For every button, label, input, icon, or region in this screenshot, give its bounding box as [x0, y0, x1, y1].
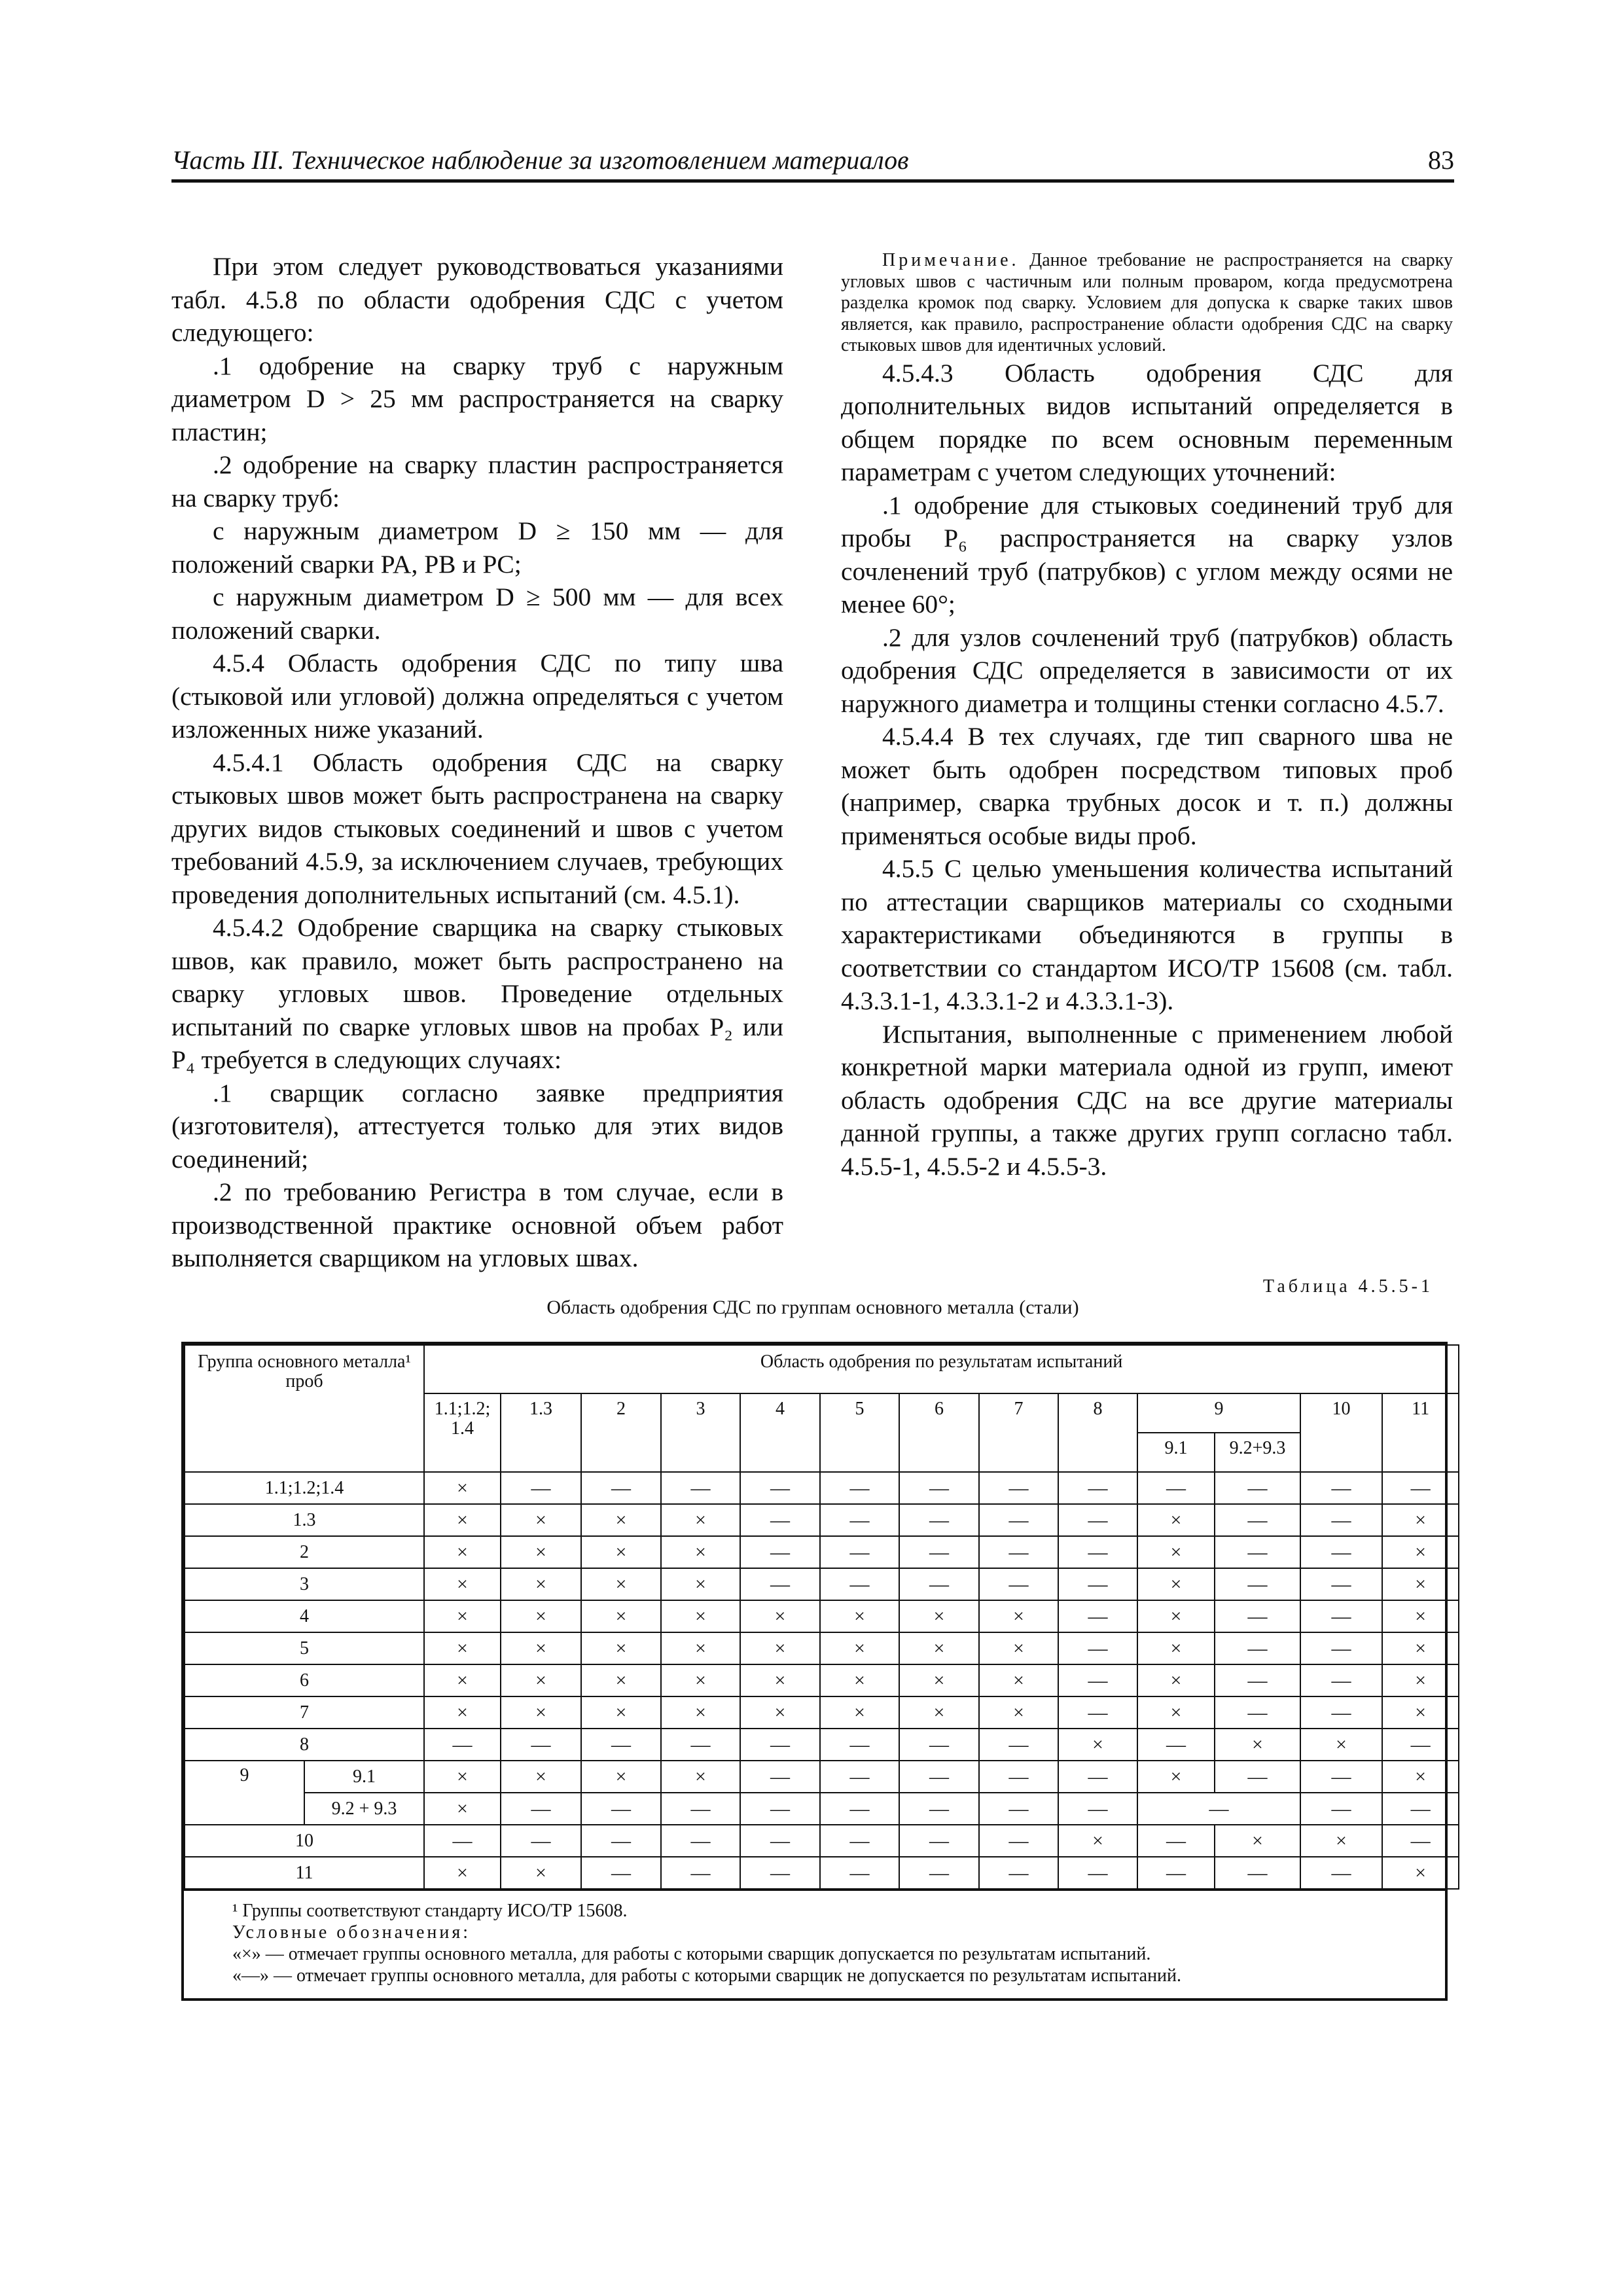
table-row [185, 1793, 1459, 1825]
dash-mark-cell: — [899, 1729, 979, 1761]
dash-mark-cell: — [661, 1825, 740, 1857]
table-row [185, 1696, 1459, 1729]
dash-mark-cell: — [740, 1729, 820, 1761]
dash-mark-cell: — [1215, 1472, 1300, 1504]
dash-mark-cell: — [1215, 1696, 1300, 1729]
dash-mark-cell: — [979, 1472, 1058, 1504]
cross-mark-cell: × [581, 1632, 661, 1664]
dash-mark-cell: — [661, 1793, 740, 1825]
cross-mark-cell: × [501, 1761, 581, 1793]
cross-mark-cell: × [1137, 1504, 1215, 1536]
cross-mark-cell: × [1137, 1568, 1215, 1600]
col-header: 11 [1382, 1393, 1459, 1472]
dash-mark-cell: — [899, 1761, 979, 1793]
table-number: Таблица 4.5.5-1 [1262, 1276, 1433, 1297]
row-label: 1.1;1.2;1.4 [185, 1472, 424, 1504]
dash-mark-cell: — [740, 1857, 820, 1889]
cross-mark-cell: × [1382, 1632, 1459, 1664]
cross-mark-cell: × [424, 1793, 501, 1825]
cross-mark-cell: × [424, 1761, 501, 1793]
legend-cross: «×» — отмечает группы основного металла, для работы с которыми сварщик допускается по результатам испытаний. [232, 1944, 1151, 1964]
cross-mark-cell: × [1382, 1536, 1459, 1568]
dash-mark-cell: — [899, 1472, 979, 1504]
table-row [185, 1729, 1459, 1761]
col-header: 1.1;1.2; 1.4 [424, 1393, 501, 1472]
cross-mark-cell: × [581, 1696, 661, 1729]
dash-mark-cell: — [979, 1568, 1058, 1600]
legend-title: Условные обозначения: [232, 1922, 471, 1943]
note-text: Данное требование не распространяется на сварку угловых швов с частичным или полным проваром, когда предусмотрена разделка кромок под сварку. Условием для допуска к сварке таких швов является, как правило, распространение области одобрения СДС на сварку стыковых швов для идентичных условий. [841, 250, 1454, 355]
dash-mark-cell: — [1058, 1664, 1137, 1696]
table-row [185, 1472, 1459, 1504]
dash-mark-cell: — [820, 1825, 899, 1857]
dash-mark-cell: — [979, 1504, 1058, 1536]
cross-mark-cell: × [1137, 1536, 1215, 1568]
dash-mark-cell: — [1058, 1568, 1137, 1600]
dash-mark-cell: — [1382, 1729, 1459, 1761]
cross-mark-cell: × [1382, 1696, 1459, 1729]
dash-mark-cell: — [1300, 1857, 1382, 1889]
cross-mark-cell: × [740, 1600, 820, 1632]
cross-mark-cell: × [581, 1504, 661, 1536]
dash-mark-cell: — [820, 1536, 899, 1568]
cross-mark-cell: × [661, 1664, 740, 1696]
cross-mark-cell: × [501, 1696, 581, 1729]
paragraph: с наружным диаметром D ≥ 150 мм — для положений сварки PA, PB и PC; [171, 516, 783, 579]
dash-mark-cell: — [424, 1729, 501, 1761]
dash-mark-cell: — [1300, 1472, 1382, 1504]
col-subheader: 9.1 [1137, 1433, 1215, 1472]
cross-mark-cell: × [1382, 1568, 1459, 1600]
col-header: 5 [820, 1393, 899, 1472]
page-number: 83 [1428, 145, 1454, 175]
paragraph: 4.5.4.2 Одобрение сварщика на сварку стыковых швов, как правило, может быть распространено на сварку угловых швов. Проведение отдельных испытаний по сварке угловых швов на пробах P₂ или P₄ требуется в следующих случаях: [171, 913, 783, 1074]
cross-mark-cell: × [1300, 1825, 1382, 1857]
dash-mark-cell: — [581, 1825, 661, 1857]
cross-mark-cell: × [424, 1472, 501, 1504]
cross-mark-cell: × [1215, 1825, 1300, 1857]
table-row [185, 1536, 1459, 1568]
cross-mark-cell: × [820, 1664, 899, 1696]
paragraph: Испытания, выполненные с применением любой конкретной марки материала одной из групп, имеют область одобрения СДС на все другие материалы данной группы, а также других групп согласно табл. 4.5.5-1, 4.5.5-2 и 4.5.5-3. [841, 1019, 1453, 1181]
header-title: Часть III. Техническое наблюдение за изготовлением материалов [171, 145, 909, 175]
right-column [841, 250, 1453, 1183]
dash-mark-cell: — [899, 1825, 979, 1857]
dash-mark-cell: — [1058, 1793, 1137, 1825]
legend-dash: «—» — отмечает группы основного металла, для работы с которыми сварщик не допускается по результатам испытаний. [232, 1965, 1182, 1986]
dash-mark-cell: — [1300, 1536, 1382, 1568]
cross-mark-cell: × [979, 1600, 1058, 1632]
paragraph: 4.5.4.3 Область одобрения СДС для дополнительных видов испытаний определяется в общем порядке по всем основным переменным параметрам с учетом следующих уточнений: [841, 358, 1453, 486]
cross-mark-cell: × [1382, 1600, 1459, 1632]
paragraph: 4.5.4.1 Область одобрения СДС на сварку стыковых швов может быть распространена на сварку других видов стыковых соединений и швов с учетом требований 4.5.9, за исключением случаев, требующих проведения дополнительных испытаний (см. 4.5.1). [171, 747, 783, 909]
dash-mark-cell: — [1300, 1600, 1382, 1632]
cross-mark-cell: × [899, 1632, 979, 1664]
dash-mark-cell: — [501, 1825, 581, 1857]
cross-mark-cell: × [581, 1568, 661, 1600]
dash-mark-cell: — [740, 1536, 820, 1568]
dash-mark-cell: — [501, 1472, 581, 1504]
dash-mark-cell: — [740, 1825, 820, 1857]
dash-mark-cell: — [979, 1761, 1058, 1793]
col-subheader: 9.2+9.3 [1215, 1433, 1300, 1472]
table-row [185, 1600, 1459, 1632]
col-header: 1.3 [501, 1393, 581, 1472]
cross-mark-cell: × [740, 1664, 820, 1696]
paragraph: .1 одобрение для стыковых соединений труб для пробы P₆ распространяется на сварку узлов сочленений труб (патрубков) с углом между осями не менее 60°; [841, 490, 1453, 619]
cross-mark-cell: × [424, 1600, 501, 1632]
table-frame [181, 1342, 1448, 2001]
col-header: 10 [1300, 1393, 1382, 1472]
cross-mark-cell: × [1300, 1729, 1382, 1761]
dash-mark-cell: — [1058, 1632, 1137, 1664]
cross-mark-cell: × [424, 1504, 501, 1536]
dash-mark-cell: — [1215, 1761, 1300, 1793]
dash-mark-cell: — [1300, 1504, 1382, 1536]
cross-mark-cell: × [661, 1600, 740, 1632]
footnote-groups: ¹ Группы соответствуют стандарту ИСО/ТР 15608. [232, 1901, 628, 1921]
cross-mark-cell: × [979, 1664, 1058, 1696]
paragraph: 4.5.4.4 В тех случаях, где тип сварного шва не может быть одобрен посредством типовых проб (например, сварка трубных досок и т. п.) должны применяться особые виды проб. [841, 722, 1453, 850]
col-header: 4 [740, 1393, 820, 1472]
dash-mark-cell: — [899, 1793, 979, 1825]
dash-mark-cell: — [1300, 1793, 1382, 1825]
cross-mark-cell: × [424, 1536, 501, 1568]
dash-mark-cell: — [1215, 1857, 1300, 1889]
row-label: 5 [185, 1632, 424, 1664]
dash-mark-cell: — [740, 1504, 820, 1536]
row-label: 7 [185, 1696, 424, 1729]
dash-mark-cell: — [1300, 1696, 1382, 1729]
cross-mark-cell: × [899, 1696, 979, 1729]
dash-mark-cell: — [1215, 1536, 1300, 1568]
dash-mark-cell: — [1300, 1632, 1382, 1664]
cross-mark-cell: × [424, 1696, 501, 1729]
cross-mark-cell: × [1382, 1857, 1459, 1889]
cross-mark-cell: × [661, 1632, 740, 1664]
dash-mark-cell: — [899, 1857, 979, 1889]
cross-mark-cell: × [1382, 1664, 1459, 1696]
dash-mark-cell: — [979, 1729, 1058, 1761]
table-header-row [185, 1345, 1459, 1393]
paragraph: .2 одобрение на сварку пластин распространяется на сварку труб: [171, 450, 783, 512]
cross-mark-cell: × [501, 1504, 581, 1536]
cross-mark-cell: × [820, 1600, 899, 1632]
dash-mark-cell: — [501, 1793, 581, 1825]
dash-mark-cell: — [1215, 1664, 1300, 1696]
cross-mark-cell: × [501, 1568, 581, 1600]
cross-mark-cell: × [899, 1600, 979, 1632]
paragraph: .1 сварщик согласно заявке предприятия (изготовителя), аттестуется только для этих видов соединений; [171, 1078, 783, 1174]
cross-mark-cell: × [424, 1568, 501, 1600]
dash-mark-cell: — [740, 1761, 820, 1793]
cross-mark-cell: × [820, 1696, 899, 1729]
dash-mark-cell: — [661, 1472, 740, 1504]
cross-mark-cell: × [581, 1600, 661, 1632]
table-row [185, 1825, 1459, 1857]
cross-mark-cell: × [1382, 1761, 1459, 1793]
table-row [185, 1761, 1459, 1793]
cross-mark-cell: × [740, 1632, 820, 1664]
row-label: 6 [185, 1664, 424, 1696]
dash-mark-cell: — [1058, 1857, 1137, 1889]
dash-mark-cell: — [820, 1761, 899, 1793]
cross-mark-cell: × [501, 1536, 581, 1568]
table-row [185, 1664, 1459, 1696]
row-label: 4 [185, 1600, 424, 1632]
cross-mark-cell: × [424, 1857, 501, 1889]
cross-mark-cell: × [661, 1696, 740, 1729]
table-row [185, 1568, 1459, 1600]
table-row [185, 1632, 1459, 1664]
running-header [171, 143, 1454, 183]
cross-mark-cell: × [501, 1632, 581, 1664]
dash-mark-cell: — [820, 1729, 899, 1761]
cross-mark-cell: × [661, 1504, 740, 1536]
dash-mark-cell: — [740, 1472, 820, 1504]
dash-mark-cell: — [581, 1472, 661, 1504]
dash-mark-cell: — [1215, 1504, 1300, 1536]
note [841, 250, 1453, 357]
cross-mark-cell: × [501, 1600, 581, 1632]
row-label: 11 [185, 1857, 424, 1889]
dash-mark-cell: — [979, 1825, 1058, 1857]
paragraph: 4.5.4 Область одобрения СДС по типу шва (стыковой или угловой) должна определяться с учетом изложенных ниже указаний. [171, 649, 783, 744]
dash-mark-cell: — [740, 1793, 820, 1825]
row-label: 9.1 [304, 1761, 424, 1793]
col-header: 9 [1137, 1393, 1300, 1433]
dash-mark-cell: — [501, 1729, 581, 1761]
dash-mark-cell: — [899, 1536, 979, 1568]
row-label: 10 [185, 1825, 424, 1857]
dash-mark-cell: — [820, 1857, 899, 1889]
dash-mark-cell: — [1300, 1664, 1382, 1696]
col-header: 6 [899, 1393, 979, 1472]
dash-mark-cell: — [1058, 1536, 1137, 1568]
dash-mark-cell: — [820, 1568, 899, 1600]
paragraph: .2 для узлов сочленений труб (патрубков) область одобрения СДС определяется в зависимости от их наружного диаметра и толщины стенки согласно 4.5.7. [841, 622, 1453, 718]
cross-mark-cell: × [661, 1536, 740, 1568]
dash-mark-cell: — [1137, 1793, 1300, 1825]
paragraph: с наружным диаметром D ≥ 500 мм — для всех положений сварки. [171, 583, 783, 645]
dash-mark-cell: — [899, 1504, 979, 1536]
cross-mark-cell: × [820, 1632, 899, 1664]
dash-mark-cell: — [1137, 1729, 1215, 1761]
row-group-label: 9 [185, 1761, 304, 1825]
dash-mark-cell: — [1215, 1568, 1300, 1600]
dash-mark-cell: — [740, 1568, 820, 1600]
col-header: 7 [979, 1393, 1058, 1472]
dash-mark-cell: — [661, 1729, 740, 1761]
cross-mark-cell: × [1382, 1504, 1459, 1536]
dash-mark-cell: — [1058, 1504, 1137, 1536]
dash-mark-cell: — [424, 1825, 501, 1857]
cross-mark-cell: × [581, 1536, 661, 1568]
corner-header: Группа основного металла¹ проб [185, 1345, 424, 1472]
row-label: 3 [185, 1568, 424, 1600]
dash-mark-cell: — [1215, 1600, 1300, 1632]
cross-mark-cell: × [1137, 1600, 1215, 1632]
cross-mark-cell: × [661, 1761, 740, 1793]
dash-mark-cell: — [1058, 1761, 1137, 1793]
cross-mark-cell: × [1215, 1729, 1300, 1761]
dash-mark-cell: — [1382, 1472, 1459, 1504]
paragraph: .2 по требованию Регистра в том случае, если в производственной практике основной объем работ выполняется сварщиком на угловых швах. [171, 1177, 783, 1272]
dash-mark-cell: — [979, 1857, 1058, 1889]
dash-mark-cell: — [581, 1793, 661, 1825]
dash-mark-cell: — [1215, 1632, 1300, 1664]
col-header: 3 [661, 1393, 740, 1472]
dash-mark-cell: — [1382, 1825, 1459, 1857]
dash-mark-cell: — [1300, 1761, 1382, 1793]
cross-mark-cell: × [1137, 1761, 1215, 1793]
dash-mark-cell: — [1300, 1568, 1382, 1600]
cross-mark-cell: × [740, 1696, 820, 1729]
table-row [185, 1504, 1459, 1536]
dash-mark-cell: — [1137, 1472, 1215, 1504]
dash-mark-cell: — [1058, 1696, 1137, 1729]
paragraph: .1 одобрение на сварку труб с наружным диаметром D > 25 мм распространяется на сварку пластин; [171, 351, 783, 446]
cross-mark-cell: × [1058, 1729, 1137, 1761]
dash-mark-cell: — [1382, 1793, 1459, 1825]
dash-mark-cell: — [899, 1568, 979, 1600]
cross-mark-cell: × [581, 1664, 661, 1696]
dash-mark-cell: — [820, 1793, 899, 1825]
row-label: 1.3 [185, 1504, 424, 1536]
table-title: Область одобрения СДС по группам основного металла (стали) [546, 1297, 1079, 1318]
row-label: 9.2 + 9.3 [304, 1793, 424, 1825]
dash-mark-cell: — [581, 1857, 661, 1889]
dash-mark-cell: — [979, 1793, 1058, 1825]
dash-mark-cell: — [979, 1536, 1058, 1568]
note-label: Примечание. [882, 250, 1020, 270]
dash-mark-cell: — [661, 1857, 740, 1889]
cross-mark-cell: × [501, 1857, 581, 1889]
cross-mark-cell: × [661, 1568, 740, 1600]
cross-mark-cell: × [581, 1761, 661, 1793]
span-header: Область одобрения по результатам испытаний [424, 1345, 1459, 1393]
approval-table [184, 1344, 1459, 1890]
cross-mark-cell: × [979, 1632, 1058, 1664]
cross-mark-cell: × [1137, 1664, 1215, 1696]
left-column [171, 250, 783, 1275]
row-label: 8 [185, 1729, 424, 1761]
col-header: 2 [581, 1393, 661, 1472]
cross-mark-cell: × [501, 1664, 581, 1696]
dash-mark-cell: — [820, 1472, 899, 1504]
table-body [185, 1345, 1459, 1889]
row-label: 2 [185, 1536, 424, 1568]
paragraph: 4.5.5 С целью уменьшения количества испытаний по аттестации сварщиков материалы со сходными характеристиками объединяются в группы в соответствии со стандартом ИСО/ТР 15608 (см. табл. 4.3.3.1-1, 4.3.3.1-2 и 4.3.3.1-3). [841, 854, 1453, 1015]
cross-mark-cell: × [979, 1696, 1058, 1729]
col-header: 8 [1058, 1393, 1137, 1472]
table-row [185, 1857, 1459, 1889]
dash-mark-cell: — [1058, 1600, 1137, 1632]
cross-mark-cell: × [424, 1664, 501, 1696]
dash-mark-cell: — [1137, 1857, 1215, 1889]
dash-mark-cell: — [581, 1729, 661, 1761]
dash-mark-cell: — [820, 1504, 899, 1536]
cross-mark-cell: × [1137, 1696, 1215, 1729]
cross-mark-cell: × [1137, 1632, 1215, 1664]
cross-mark-cell: × [1058, 1825, 1137, 1857]
cross-mark-cell: × [424, 1632, 501, 1664]
paragraph: При этом следует руководствоваться указаниями табл. 4.5.8 по области одобрения СДС с учетом следующего: [171, 252, 783, 347]
cross-mark-cell: × [899, 1664, 979, 1696]
table-footnotes [184, 1890, 1445, 1998]
dash-mark-cell: — [1058, 1472, 1137, 1504]
dash-mark-cell: — [1137, 1825, 1215, 1857]
